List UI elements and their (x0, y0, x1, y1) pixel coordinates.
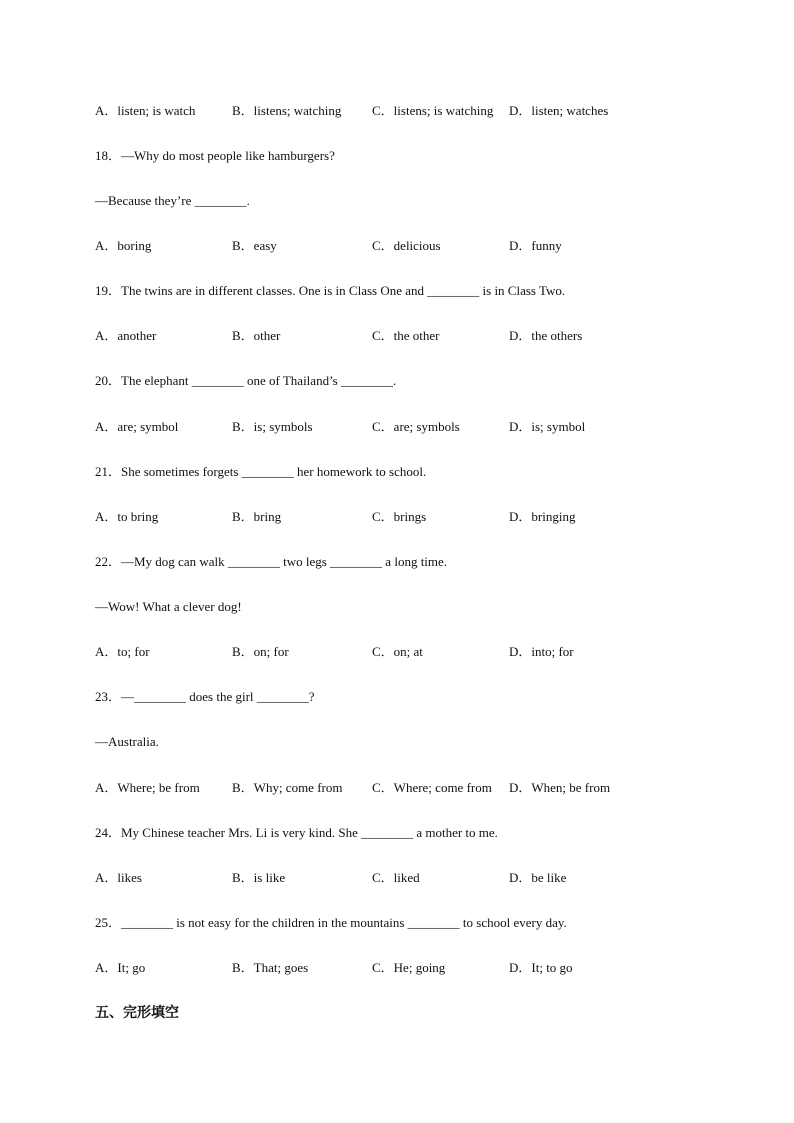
q20-option-a: A．are; symbol (95, 419, 179, 434)
q23-stem: 23．—________ does the girl ________? (95, 689, 315, 704)
q21-option-b: B．bring (232, 509, 282, 524)
q25-option-b: B．That; goes (232, 960, 309, 975)
q25-option-d: D．It; to go (509, 960, 573, 975)
q25-stem: 25．________ is not easy for the children in the mountains ________ to school every day. (95, 915, 567, 930)
q17-option-d: D．listen; watches (509, 103, 609, 118)
q20-option-b: B．is; symbols (232, 419, 313, 434)
q24-option-d: D．be like (509, 870, 567, 885)
q22-option-a: A．to; for (95, 644, 150, 659)
q24-option-b: B．is like (232, 870, 286, 885)
q18-reply: —Because they’re ________. (95, 193, 250, 208)
q19-stem: 19．The twins are in different classes. One is in Class One and ________ is in Class Two. (95, 283, 566, 298)
q24-option-c: C．liked (372, 870, 420, 885)
q20-option-c: C．are; symbols (372, 419, 460, 434)
q22-option-b: B．on; for (232, 644, 289, 659)
q18-stem: 18．—Why do most people like hamburgers? (95, 148, 335, 163)
q25-option-a: A．It; go (95, 960, 146, 975)
q23-option-b: B．Why; come from (232, 780, 343, 795)
q18-option-d: D．funny (509, 238, 562, 253)
q22-reply: —Wow! What a clever dog! (95, 599, 242, 614)
q17-option-c: C．listens; is watching (372, 103, 494, 118)
q23-option-a: A．Where; be from (95, 780, 200, 795)
q22-stem: 22．—My dog can walk ________ two legs ________ a long time. (95, 554, 448, 569)
q19-option-c: C．the other (372, 328, 440, 343)
q22-option-c: C．on; at (372, 644, 423, 659)
q18-option-a: A．boring (95, 238, 152, 253)
q17-option-b: B．listens; watching (232, 103, 342, 118)
q24-stem: 24．My Chinese teacher Mrs. Li is very kind. She ________ a mother to me. (95, 825, 498, 840)
q21-option-c: C．brings (372, 509, 427, 524)
q20-stem: 20．The elephant ________ one of Thailand’s ________. (95, 373, 397, 388)
q24-option-a: A．likes (95, 870, 142, 885)
q19-option-a: A．another (95, 328, 157, 343)
q17-option-a: A．listen; is watch (95, 103, 196, 118)
q18-option-b: B．easy (232, 238, 277, 253)
q22-option-d: D．into; for (509, 644, 574, 659)
q18-option-c: C．delicious (372, 238, 441, 253)
q21-stem: 21．She sometimes forgets ________ her homework to school. (95, 464, 427, 479)
q19-option-d: D．the others (509, 328, 583, 343)
q21-option-d: D．bringing (509, 509, 576, 524)
q20-option-d: D．is; symbol (509, 419, 586, 434)
q19-option-b: B．other (232, 328, 281, 343)
q25-option-c: C．He; going (372, 960, 446, 975)
q21-option-a: A．to bring (95, 509, 159, 524)
q23-option-c: C．Where; come from (372, 780, 492, 795)
q23-option-d: D．When; be from (509, 780, 611, 795)
q23-reply: —Australia. (95, 734, 159, 749)
section-heading: 五、完形填空 (95, 1005, 179, 1021)
